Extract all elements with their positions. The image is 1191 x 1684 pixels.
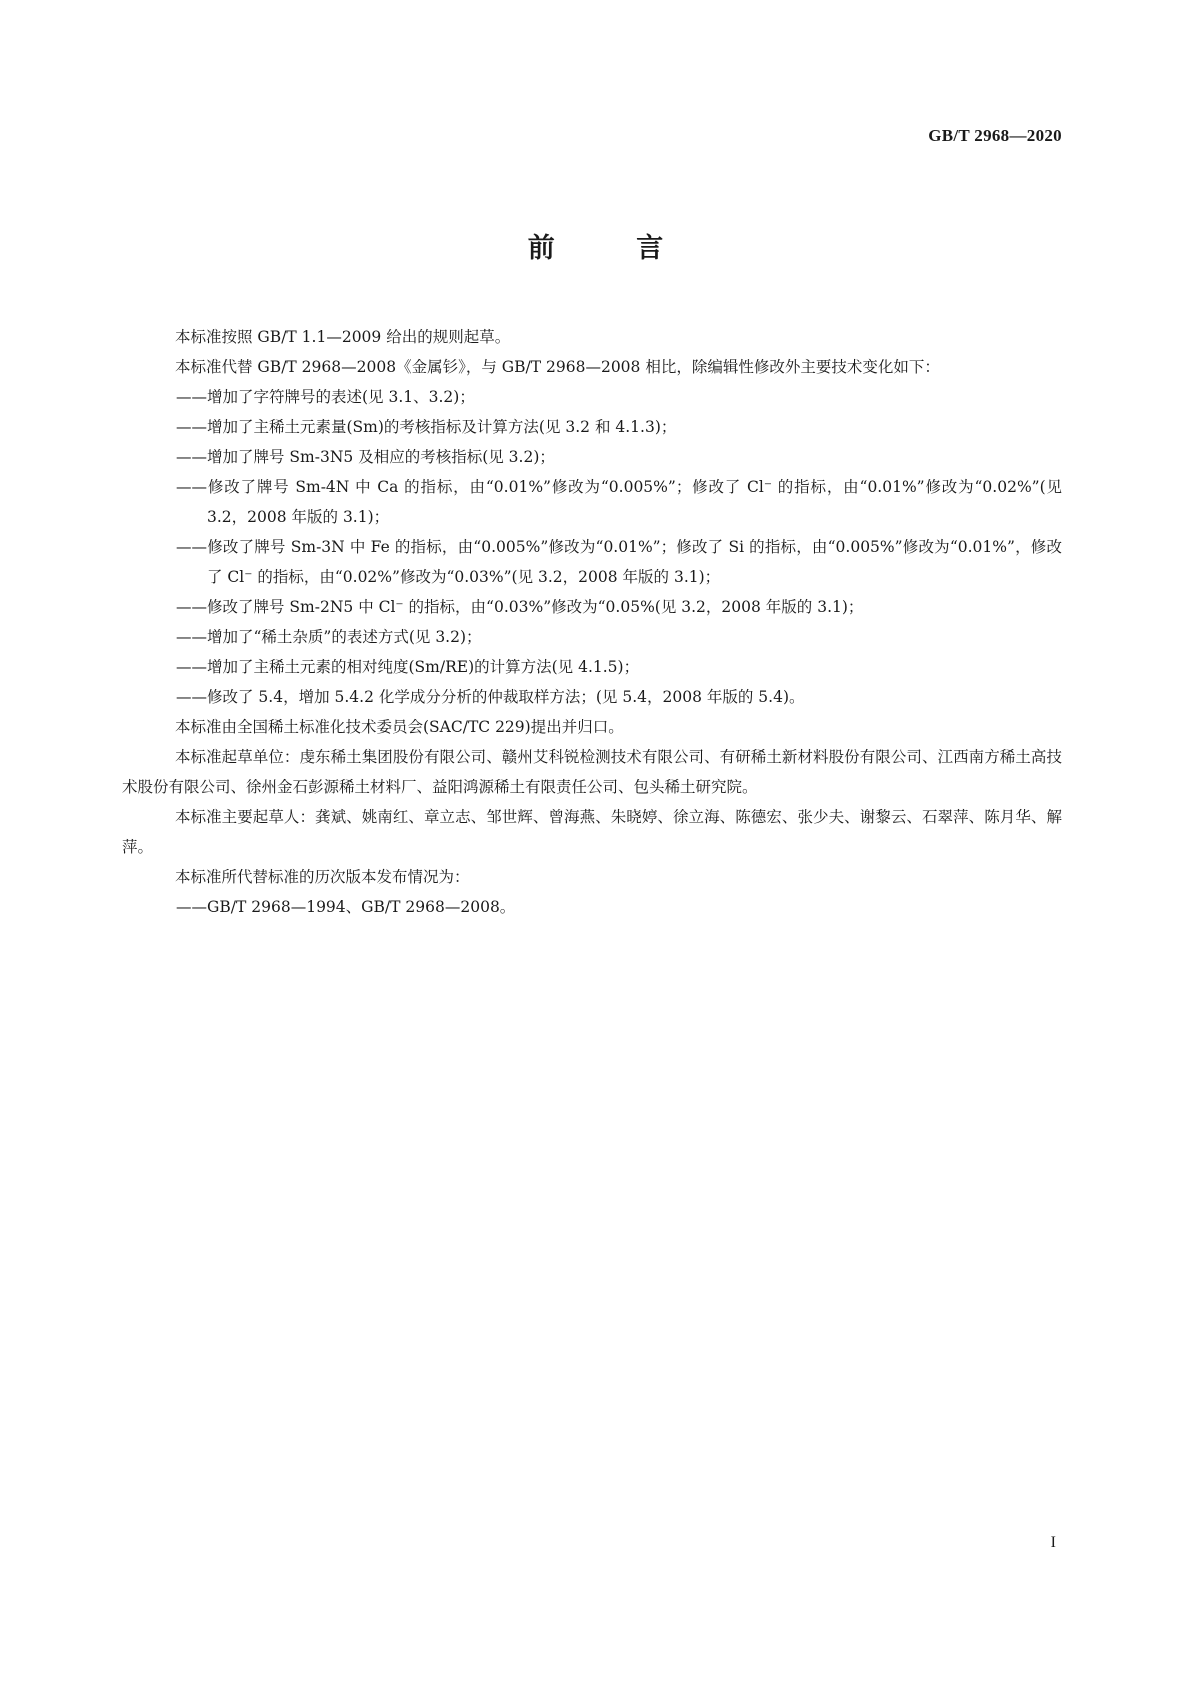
change-item: ——增加了字符牌号的表述(见 3.1、3.2)； [176,388,475,406]
page-number: I [1050,1534,1056,1551]
change-item: ——增加了主稀土元素量(Sm)的考核指标及计算方法(见 3.2 和 4.1.3)； [176,418,677,436]
change-item: ——增加了“稀土杂质”的表述方式(见 3.2)； [176,628,482,646]
change-item: ——修改了牌号 Sm-2N5 中 Cl⁻ 的指标，由“0.03%”修改为“0.05%(见 3.2，2008 年版的 3.1)； [176,598,864,616]
history-item: ——GB/T 2968—1994、GB/T 2968—2008。 [176,898,516,916]
change-item: ——增加了牌号 Sm-3N5 及相应的考核指标(见 3.2)； [176,448,555,466]
paragraph-drafting-rules: 本标准按照 GB/T 1.1—2009 给出的规则起草。 [175,328,511,346]
change-item: ——修改了 5.4，增加 5.4.2 化学成分分析的仲裁取样方法；(见 5.4，2008 年版的 5.4)。 [176,688,805,706]
foreword-body [122,322,1062,922]
paragraph-drafting-units: 本标准起草单位：虔东稀土集团股份有限公司、赣州艾科锐检测技术有限公司、有研稀土新材料股份有限公司、江西南方稀土高技术股份有限公司、徐州金石彭源稀土材料厂、益阳鸿源稀土有限责任公司、包头稀土研究院。 [122,748,1062,796]
paragraph-drafters: 本标准主要起草人：龚斌、姚南红、章立志、邹世辉、曾海燕、朱晓婷、徐立海、陈德宏、张少夫、谢黎云、石翠萍、陈月华、解萍。 [122,808,1062,856]
change-item: ——修改了牌号 Sm-3N 中 Fe 的指标，由“0.005%”修改为“0.01%”；修改了 Si 的指标，由“0.005%”修改为“0.01%”，修改了 Cl⁻ 的指标，由“0.02%”修改为“0.03%”(见 3.2，2008 年版的 3.1)； [176,538,1062,586]
paragraph-committee: 本标准由全国稀土标准化技术委员会(SAC/TC 229)提出并归口。 [175,718,624,736]
change-item: ——修改了牌号 Sm-4N 中 Ca 的指标，由“0.01%”修改为“0.005%”；修改了 Cl⁻ 的指标，由“0.01%”修改为“0.02%”(见 3.2，2008 年版的 3.1)； [176,478,1062,526]
paragraph-history-intro: 本标准所代替标准的历次版本发布情况为： [175,868,470,886]
standard-number: GB/T 2968—2020 [928,126,1062,145]
change-item: ——增加了主稀土元素的相对纯度(Sm/RE)的计算方法(见 4.1.5)； [176,658,640,676]
paragraph-replacement-note: 本标准代替 GB/T 2968—2008《金属钐》，与 GB/T 2968—2008 相比，除编辑性修改外主要技术变化如下： [175,358,940,376]
page-title: 前 言 [527,233,700,264]
